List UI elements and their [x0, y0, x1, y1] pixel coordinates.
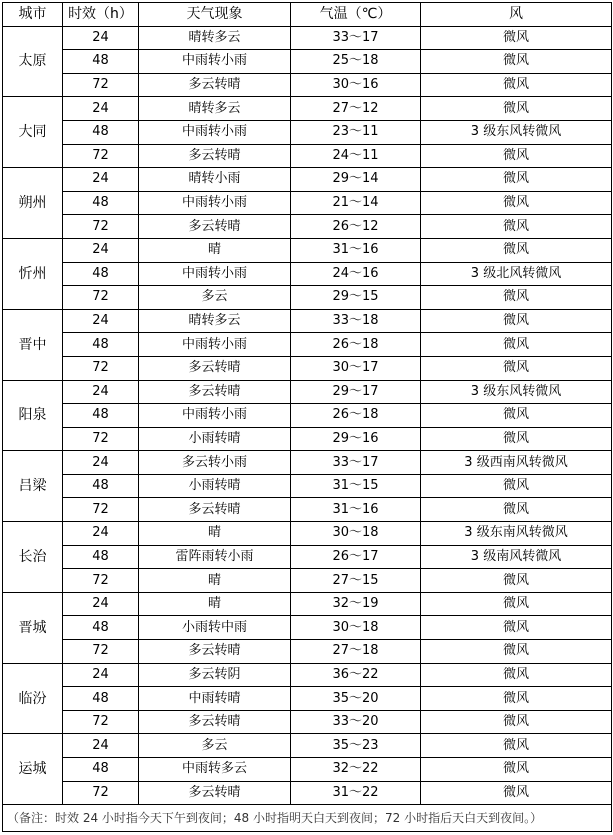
- wind-cell: 微风: [421, 215, 612, 239]
- weather-cell: 中雨转多云: [139, 758, 291, 782]
- lead-time-cell: 72: [63, 781, 139, 805]
- lead-time-cell: 72: [63, 710, 139, 734]
- weather-cell: 多云转晴: [139, 640, 291, 664]
- city-name-cell: 大同: [3, 97, 63, 168]
- table-row: [3, 286, 612, 310]
- temperature-cell: 30～16: [291, 73, 421, 97]
- temperature-cell: 35～20: [291, 687, 421, 711]
- city-name-cell: 晋中: [3, 309, 63, 380]
- weather-cell: 多云转晴: [139, 144, 291, 168]
- table-row: [3, 498, 612, 522]
- lead-time-cell: 24: [63, 26, 139, 50]
- lead-time-cell: 24: [63, 97, 139, 121]
- temperature-cell: 29～17: [291, 380, 421, 404]
- table-row: [3, 238, 612, 262]
- temperature-cell: 24～16: [291, 262, 421, 286]
- wind-cell: 微风: [421, 687, 612, 711]
- table-row: [3, 333, 612, 357]
- temperature-cell: 21～14: [291, 191, 421, 215]
- weather-cell: 多云转晴: [139, 215, 291, 239]
- weather-cell: 中雨转小雨: [139, 404, 291, 428]
- table-row: [3, 380, 612, 404]
- table-row: [3, 663, 612, 687]
- temperature-cell: 33～18: [291, 309, 421, 333]
- wind-cell: 微风: [421, 592, 612, 616]
- weather-cell: 晴转多云: [139, 309, 291, 333]
- temperature-cell: 29～14: [291, 168, 421, 192]
- temperature-cell: 27～18: [291, 640, 421, 664]
- wind-cell: 微风: [421, 710, 612, 734]
- lead-time-cell: 48: [63, 191, 139, 215]
- weather-cell: 晴转多云: [139, 97, 291, 121]
- wind-cell: 3 级东南风转微风: [421, 522, 612, 546]
- table-row: [3, 522, 612, 546]
- wind-cell: 微风: [421, 781, 612, 805]
- lead-time-cell: 48: [63, 120, 139, 144]
- temperature-cell: 33～17: [291, 451, 421, 475]
- lead-time-cell: 72: [63, 356, 139, 380]
- weather-cell: 多云转小雨: [139, 451, 291, 475]
- header-wind: 风: [421, 3, 612, 27]
- table-row: [3, 640, 612, 664]
- note-row: [3, 805, 612, 832]
- city-name-cell: 阳泉: [3, 380, 63, 451]
- lead-time-cell: 48: [63, 545, 139, 569]
- wind-cell: 微风: [421, 427, 612, 451]
- table-row: [3, 758, 612, 782]
- lead-time-cell: 24: [63, 663, 139, 687]
- header-row: [3, 3, 612, 27]
- temperature-cell: 23～11: [291, 120, 421, 144]
- wind-cell: 微风: [421, 238, 612, 262]
- temperature-cell: 31～22: [291, 781, 421, 805]
- temperature-cell: 32～22: [291, 758, 421, 782]
- wind-cell: 微风: [421, 168, 612, 192]
- wind-cell: 3 级北风转微风: [421, 262, 612, 286]
- table-row: [3, 97, 612, 121]
- table-row: [3, 168, 612, 192]
- table-row: [3, 592, 612, 616]
- lead-time-cell: 72: [63, 144, 139, 168]
- lead-time-cell: 72: [63, 498, 139, 522]
- lead-time-cell: 24: [63, 522, 139, 546]
- weather-cell: 晴: [139, 238, 291, 262]
- temperature-cell: 30～18: [291, 522, 421, 546]
- lead-time-cell: 24: [63, 451, 139, 475]
- header-weather: 天气现象: [139, 3, 291, 27]
- temperature-cell: 31～15: [291, 474, 421, 498]
- table-row: [3, 710, 612, 734]
- table-row: [3, 262, 612, 286]
- temperature-cell: 29～15: [291, 286, 421, 310]
- weather-cell: 晴: [139, 569, 291, 593]
- lead-time-cell: 24: [63, 380, 139, 404]
- city-name-cell: 临汾: [3, 663, 63, 734]
- weather-cell: 多云转晴: [139, 73, 291, 97]
- lead-time-cell: 48: [63, 404, 139, 428]
- lead-time-cell: 72: [63, 215, 139, 239]
- forecast-table: [2, 2, 612, 832]
- lead-time-cell: 72: [63, 569, 139, 593]
- lead-time-cell: 24: [63, 238, 139, 262]
- lead-time-cell: 48: [63, 687, 139, 711]
- temperature-cell: 30～18: [291, 616, 421, 640]
- temperature-cell: 31～16: [291, 498, 421, 522]
- table-row: [3, 356, 612, 380]
- table-row: [3, 427, 612, 451]
- wind-cell: 微风: [421, 640, 612, 664]
- temperature-cell: 32～19: [291, 592, 421, 616]
- temperature-cell: 24～11: [291, 144, 421, 168]
- temperature-cell: 36～22: [291, 663, 421, 687]
- wind-cell: 微风: [421, 333, 612, 357]
- table-row: [3, 474, 612, 498]
- forecast-table-body: [3, 3, 612, 832]
- wind-cell: 微风: [421, 26, 612, 50]
- weather-cell: 小雨转中雨: [139, 616, 291, 640]
- weather-cell: 多云: [139, 286, 291, 310]
- temperature-cell: 33～17: [291, 26, 421, 50]
- weather-cell: 晴: [139, 592, 291, 616]
- wind-cell: 微风: [421, 50, 612, 74]
- table-row: [3, 73, 612, 97]
- table-row: [3, 404, 612, 428]
- city-name-cell: 朔州: [3, 168, 63, 239]
- wind-cell: 微风: [421, 474, 612, 498]
- lead-time-cell: 24: [63, 309, 139, 333]
- weather-cell: 中雨转小雨: [139, 262, 291, 286]
- city-name-cell: 晋城: [3, 592, 63, 663]
- lead-time-cell: 72: [63, 73, 139, 97]
- weather-cell: 小雨转晴: [139, 427, 291, 451]
- temperature-cell: 35～23: [291, 734, 421, 758]
- temperature-cell: 31～16: [291, 238, 421, 262]
- weather-cell: 中雨转小雨: [139, 50, 291, 74]
- weather-cell: 多云转晴: [139, 710, 291, 734]
- table-row: [3, 545, 612, 569]
- lead-time-cell: 48: [63, 262, 139, 286]
- lead-time-cell: 72: [63, 427, 139, 451]
- table-row: [3, 569, 612, 593]
- header-lead-time: 时效（h）: [63, 3, 139, 27]
- wind-cell: 3 级西南风转微风: [421, 451, 612, 475]
- lead-time-cell: 48: [63, 474, 139, 498]
- table-row: [3, 781, 612, 805]
- wind-cell: 微风: [421, 616, 612, 640]
- weather-cell: 多云转阴: [139, 663, 291, 687]
- table-row: [3, 215, 612, 239]
- header-city: 城市: [3, 3, 63, 27]
- city-name-cell: 忻州: [3, 238, 63, 309]
- temperature-cell: 27～15: [291, 569, 421, 593]
- wind-cell: 微风: [421, 191, 612, 215]
- wind-cell: 微风: [421, 356, 612, 380]
- wind-cell: 3 级东风转微风: [421, 120, 612, 144]
- wind-cell: 微风: [421, 286, 612, 310]
- temperature-cell: 26～12: [291, 215, 421, 239]
- weather-cell: 多云转晴: [139, 498, 291, 522]
- wind-cell: 微风: [421, 758, 612, 782]
- lead-time-cell: 24: [63, 592, 139, 616]
- table-row: [3, 50, 612, 74]
- weather-cell: 小雨转晴: [139, 474, 291, 498]
- temperature-cell: 26～18: [291, 404, 421, 428]
- table-row: [3, 144, 612, 168]
- table-row: [3, 120, 612, 144]
- weather-cell: 雷阵雨转小雨: [139, 545, 291, 569]
- lead-time-cell: 24: [63, 734, 139, 758]
- lead-time-cell: 48: [63, 616, 139, 640]
- weather-cell: 晴: [139, 522, 291, 546]
- wind-cell: 微风: [421, 663, 612, 687]
- wind-cell: 3 级南风转微风: [421, 545, 612, 569]
- lead-time-cell: 72: [63, 286, 139, 310]
- wind-cell: 微风: [421, 73, 612, 97]
- weather-cell: 晴转多云: [139, 26, 291, 50]
- temperature-cell: 27～12: [291, 97, 421, 121]
- table-row: [3, 616, 612, 640]
- weather-cell: 多云转晴: [139, 380, 291, 404]
- weather-cell: 中雨转晴: [139, 687, 291, 711]
- weather-cell: 晴转小雨: [139, 168, 291, 192]
- weather-cell: 中雨转小雨: [139, 120, 291, 144]
- temperature-cell: 26～17: [291, 545, 421, 569]
- weather-cell: 中雨转小雨: [139, 333, 291, 357]
- wind-cell: 微风: [421, 569, 612, 593]
- wind-cell: 微风: [421, 144, 612, 168]
- wind-cell: 3 级东风转微风: [421, 380, 612, 404]
- city-name-cell: 太原: [3, 26, 63, 97]
- weather-cell: 多云: [139, 734, 291, 758]
- header-temperature: 气温（℃）: [291, 3, 421, 27]
- table-row: [3, 191, 612, 215]
- wind-cell: 微风: [421, 97, 612, 121]
- wind-cell: 微风: [421, 498, 612, 522]
- city-name-cell: 运城: [3, 734, 63, 805]
- lead-time-cell: 72: [63, 640, 139, 664]
- weather-cell: 多云转晴: [139, 781, 291, 805]
- temperature-cell: 33～20: [291, 710, 421, 734]
- lead-time-cell: 48: [63, 333, 139, 357]
- weather-cell: 多云转晴: [139, 356, 291, 380]
- wind-cell: 微风: [421, 309, 612, 333]
- table-row: [3, 309, 612, 333]
- wind-cell: 微风: [421, 734, 612, 758]
- table-row: [3, 687, 612, 711]
- table-row: [3, 451, 612, 475]
- city-name-cell: 吕梁: [3, 451, 63, 522]
- weather-cell: 中雨转小雨: [139, 191, 291, 215]
- table-row: [3, 734, 612, 758]
- temperature-cell: 30～17: [291, 356, 421, 380]
- footnote: （备注：时效 24 小时指今天下午到夜间；48 小时指明天白天到夜间；72 小时指后天白天到夜间。）: [3, 805, 612, 832]
- lead-time-cell: 48: [63, 50, 139, 74]
- table-row: [3, 26, 612, 50]
- temperature-cell: 25～18: [291, 50, 421, 74]
- wind-cell: 微风: [421, 404, 612, 428]
- lead-time-cell: 48: [63, 758, 139, 782]
- city-name-cell: 长治: [3, 522, 63, 593]
- lead-time-cell: 24: [63, 168, 139, 192]
- temperature-cell: 26～18: [291, 333, 421, 357]
- temperature-cell: 29～16: [291, 427, 421, 451]
